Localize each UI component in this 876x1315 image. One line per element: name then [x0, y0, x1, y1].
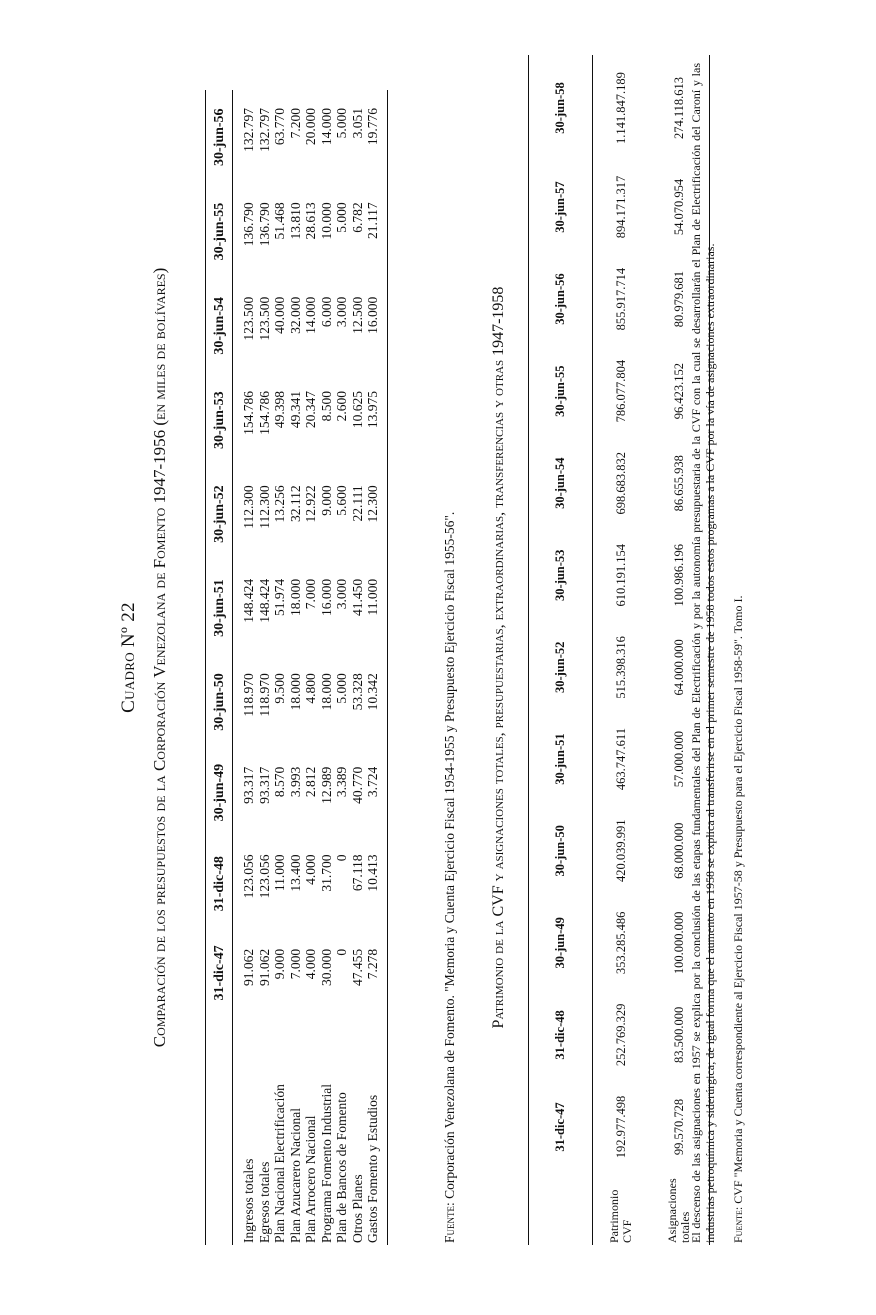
- table-cell: 136.790: [241, 202, 256, 247]
- table-cell: 123.500: [241, 296, 256, 341]
- row-label: Programa Fomento Industrial: [318, 1084, 334, 1243]
- table-cell: 91.062: [241, 948, 256, 986]
- table2-col-header: 31-dic-47: [553, 1102, 567, 1152]
- table-cell: 148.424: [256, 578, 272, 623]
- table-cell: 698.683.832: [613, 451, 628, 515]
- table-cell: 786.077.804: [613, 359, 628, 423]
- table1-col-header: 30-jun-49: [212, 763, 227, 822]
- table-cell: 32.112: [287, 485, 303, 522]
- table-cell: 53.328: [349, 673, 365, 711]
- table-cell: 5.600: [334, 485, 349, 516]
- table-cell: 40.770: [349, 766, 365, 804]
- table1-col-header: 30-jun-53: [212, 391, 227, 449]
- table-cell: 112.300: [241, 485, 256, 529]
- table2-col-header: 30-jun-51: [553, 733, 567, 785]
- row-label-line2: totales: [678, 1211, 692, 1243]
- table-cell: 86.655.938: [649, 437, 710, 529]
- patrimony-allocations-table: [528, 55, 710, 1245]
- table2-col-header: 30-jun-55: [553, 365, 567, 417]
- table2-col-header: 30-jun-54: [553, 457, 567, 509]
- table-cell: 9.500: [272, 673, 287, 704]
- table-row: [319, 90, 335, 1245]
- table-row: [233, 90, 257, 1245]
- table-cell: 10.625: [349, 391, 365, 429]
- table1-col-header: 30-jun-50: [212, 673, 227, 731]
- table-cell: 8.570: [272, 766, 287, 798]
- table-cell: 21.117: [365, 184, 387, 278]
- table-cell: 132.797: [241, 108, 256, 152]
- table-cell: 100.986.196: [649, 529, 710, 621]
- table2-source: [732, 63, 746, 1243]
- table-cell: 7.278: [365, 931, 387, 1015]
- table-cell: 118.970: [241, 673, 256, 717]
- table1-col-header: 30-jun-55: [212, 202, 227, 261]
- table1-col-header: 31-dic-48: [212, 856, 227, 912]
- table2-col-header: 31-dic-48: [553, 1010, 567, 1060]
- table-cell: 5.000: [334, 202, 349, 233]
- table-cell: 252.769.329: [613, 1003, 628, 1067]
- table-cell: 3.051: [349, 108, 365, 139]
- table-cell: 7.000: [287, 948, 303, 980]
- table-cell: 3.993: [287, 766, 303, 798]
- table1-title: Comparación de los presupuestos de la Corporación Venezolana de Fomento 1947-1956 (en miles de bolívares): [150, 267, 169, 1048]
- table-cell: 9.000: [272, 948, 287, 980]
- table-cell: 353.285.486: [613, 911, 628, 975]
- table-row: [593, 55, 650, 1245]
- table-cell: 894.171.317: [613, 175, 628, 239]
- table-cell: 93.317: [256, 766, 272, 804]
- table2-source-label: Fuente:: [731, 1206, 745, 1243]
- table-cell: 11.000: [272, 854, 287, 892]
- table1-source-label: Fuente:: [442, 1202, 457, 1243]
- table-cell: 3.000: [334, 578, 349, 610]
- table-cell: 136.790: [256, 202, 272, 247]
- table1-header-blank: [206, 1015, 233, 1245]
- table-cell: 148.424: [241, 578, 256, 623]
- table-cell: 18.000: [318, 673, 334, 711]
- table-cell: 2.812: [303, 766, 318, 798]
- table-cell: 100.000.000: [649, 897, 710, 989]
- table-cell: 20.000: [303, 108, 318, 146]
- table-cell: 12.300: [365, 467, 387, 561]
- table2-title: Patrimonio de la CVF y asignaciones totales, presupuestarias, extraordinarias, transferencias y otras 1947-1958: [490, 286, 507, 1029]
- table-cell: 420.039.991: [613, 819, 628, 883]
- table-cell: 54.070.954: [649, 161, 710, 253]
- table-cell: 99.570.728: [649, 1081, 710, 1173]
- table-cell: 83.500.000: [649, 989, 710, 1081]
- table2-col-header: 30-jun-56: [553, 273, 567, 325]
- table-cell: 18.000: [287, 578, 303, 617]
- table-cell: 18.000: [287, 673, 303, 711]
- table-row: [350, 90, 366, 1245]
- table2-col-header: 30-jun-53: [553, 549, 567, 601]
- table1-source: [442, 512, 458, 1243]
- table-cell: 3.724: [365, 749, 387, 837]
- table-cell: 6.782: [349, 202, 365, 233]
- table2-source-text: CVF "Memoria y Cuenta correspondiente al Ejercicio Fiscal 1957-58 y Presupuesto para el Ejercicio Fiscal 1958-59". Tomo I.: [731, 595, 745, 1204]
- table-cell: 0: [334, 854, 349, 862]
- table1-col-header: 30-jun-56: [212, 108, 227, 166]
- table1-header-row: [206, 90, 233, 1245]
- table-cell: 274.118.613: [649, 55, 710, 161]
- table-cell: 463.747.611: [613, 728, 628, 791]
- table2-note: El descenso de las asignaciones en 1957 se explica por la conclusión de las etapas fundamentales del Plan de Electrificación y por la autonomía presupuestaria de la CVF con la cual se desarrollarán el Plan de Electrificación del Caroní y las industrias petroquímica y siderúrgica; de igual forma que el aumento en 1958 se explica al transferirse en el primer semestre de 1958 todos estos programas a la CVF por la vía de asignaciones extraordinarias.: [689, 63, 717, 1243]
- table-row: [365, 90, 387, 1245]
- table2-col-header: 30-jun-58: [553, 82, 567, 134]
- table-cell: 4.000: [303, 948, 318, 980]
- table1-col-header: 30-jun-52: [212, 485, 227, 543]
- row-label-line2: CVF: [620, 1219, 634, 1243]
- table-cell: 3.389: [334, 766, 349, 798]
- table-row: [272, 90, 288, 1245]
- table-cell: 0: [334, 948, 349, 956]
- table-cell: 610.191.154: [613, 544, 628, 607]
- table-cell: 855.917.714: [613, 267, 628, 331]
- budget-comparison-table: [205, 90, 388, 1245]
- table-cell: 5.000: [334, 108, 349, 139]
- table-cell: 19.776: [365, 90, 387, 184]
- table-cell: 5.000: [334, 673, 349, 704]
- table-number-title: Cuadro Nº 22: [118, 602, 139, 713]
- table-cell: 51.468: [272, 202, 287, 240]
- row-label: Plan Arrocero Nacional: [303, 1115, 318, 1243]
- table-cell: 16.000: [318, 578, 334, 617]
- table-cell: 11.000: [365, 561, 387, 655]
- table-cell: 28.613: [303, 202, 318, 240]
- table2-col-header: 30-jun-57: [553, 181, 567, 233]
- table-cell: 14.000: [303, 296, 318, 334]
- table-cell: 20.347: [303, 391, 318, 429]
- table-cell: 57.000.000: [649, 713, 710, 804]
- table-cell: 93.317: [241, 766, 256, 804]
- table2-col-header: 30-jun-50: [553, 825, 567, 877]
- table-cell: 192.977.498: [613, 1095, 628, 1159]
- table-cell: 13.975: [365, 373, 387, 467]
- table-cell: 123.056: [241, 854, 256, 899]
- table-cell: 3.000: [334, 296, 349, 328]
- table-cell: 31.700: [318, 854, 334, 892]
- table-cell: 12.922: [303, 485, 318, 523]
- row-label: Ingresos totales: [241, 1158, 256, 1243]
- table1-col-header: 30-jun-51: [212, 579, 227, 637]
- row-label: Otros Planes: [349, 1174, 365, 1243]
- row-label: Egresos totales: [256, 1161, 272, 1243]
- table-cell: 123.056: [256, 854, 272, 899]
- table-cell: 13.810: [287, 202, 303, 240]
- table-cell: 12.500: [349, 296, 365, 334]
- table-cell: 10.342: [365, 655, 387, 749]
- table-cell: 13.256: [272, 485, 287, 523]
- table-cell: 47.455: [349, 948, 365, 986]
- table-cell: 40.000: [272, 296, 287, 334]
- table-cell: 123.500: [256, 296, 272, 341]
- table1-col-header: 31-dic-47: [212, 945, 227, 1001]
- table-cell: 41.450: [349, 578, 365, 617]
- table-cell: 7.000: [303, 578, 318, 610]
- table-cell: 515.398.316: [613, 636, 628, 699]
- table-cell: 10.000: [318, 202, 334, 240]
- table-cell: 154.786: [241, 391, 256, 435]
- table-cell: 63.770: [272, 108, 287, 146]
- row-label: [593, 1173, 650, 1245]
- table-cell: 4.800: [303, 673, 318, 704]
- row-label: Gastos Fomento y Estudios: [365, 1015, 387, 1245]
- row-label: Plan de Bancos de Fomento: [334, 1092, 349, 1243]
- table1-body: [233, 90, 388, 1245]
- table-cell: 49.341: [287, 391, 303, 429]
- table-cell: 10.413: [365, 837, 387, 931]
- table-cell: 96.423.152: [649, 345, 710, 437]
- table-cell: 132.797: [256, 108, 272, 152]
- table-cell: 14.000: [318, 108, 334, 146]
- table-cell: 7.200: [287, 108, 303, 139]
- table2-header-blank: [529, 1173, 593, 1245]
- table-cell: 67.118: [349, 854, 365, 892]
- table-cell: 32.000: [287, 296, 303, 334]
- row-label: Plan Nacional Electrificación: [272, 1084, 287, 1243]
- table-cell: 51.974: [272, 578, 287, 617]
- table2-header-row: [529, 55, 593, 1245]
- table-row: [303, 90, 319, 1245]
- table-cell: 4.000: [303, 854, 318, 885]
- table-row: [288, 90, 304, 1245]
- table-cell: 91.062: [256, 948, 272, 986]
- table2-col-header: 30-jun-49: [553, 917, 567, 969]
- table-cell: 30.000: [318, 948, 334, 986]
- table-cell: 1.141.847.189: [613, 72, 628, 144]
- table-cell: 80.979.681: [649, 253, 710, 345]
- row-label-line1: Asignaciones: [665, 1178, 679, 1243]
- table-cell: 118.970: [256, 673, 272, 717]
- table-cell: 8.500: [318, 391, 334, 422]
- table-cell: 9.000: [318, 485, 334, 516]
- table1-source-text: Corporación Venezolana de Fomento. "Memoria y Cuenta Ejercicio Fiscal 1954-1955 y Presupuesto Ejercicio Fiscal 1955-56".: [442, 511, 457, 1199]
- table-row: [257, 90, 273, 1245]
- table-cell: 16.000: [365, 279, 387, 373]
- table-cell: 154.786: [256, 391, 272, 435]
- table-cell: 68.000.000: [649, 805, 710, 897]
- table1-col-header: 30-jun-54: [212, 297, 227, 355]
- table-cell: 49.398: [272, 391, 287, 429]
- table-cell: 6.000: [318, 296, 334, 328]
- table-cell: 2.600: [334, 391, 349, 422]
- table2-col-header: 30-jun-52: [553, 641, 567, 694]
- row-label-line1: Patrimonio: [607, 1189, 621, 1243]
- table-cell: 13.400: [287, 854, 303, 892]
- table-row: [334, 90, 350, 1245]
- table-cell: 64.000.000: [649, 621, 710, 713]
- table-cell: 12.989: [318, 766, 334, 804]
- table-cell: 22.111: [349, 485, 365, 522]
- table-cell: 112.300: [256, 485, 272, 529]
- row-label: Plan Azucarero Nacional: [287, 1108, 303, 1243]
